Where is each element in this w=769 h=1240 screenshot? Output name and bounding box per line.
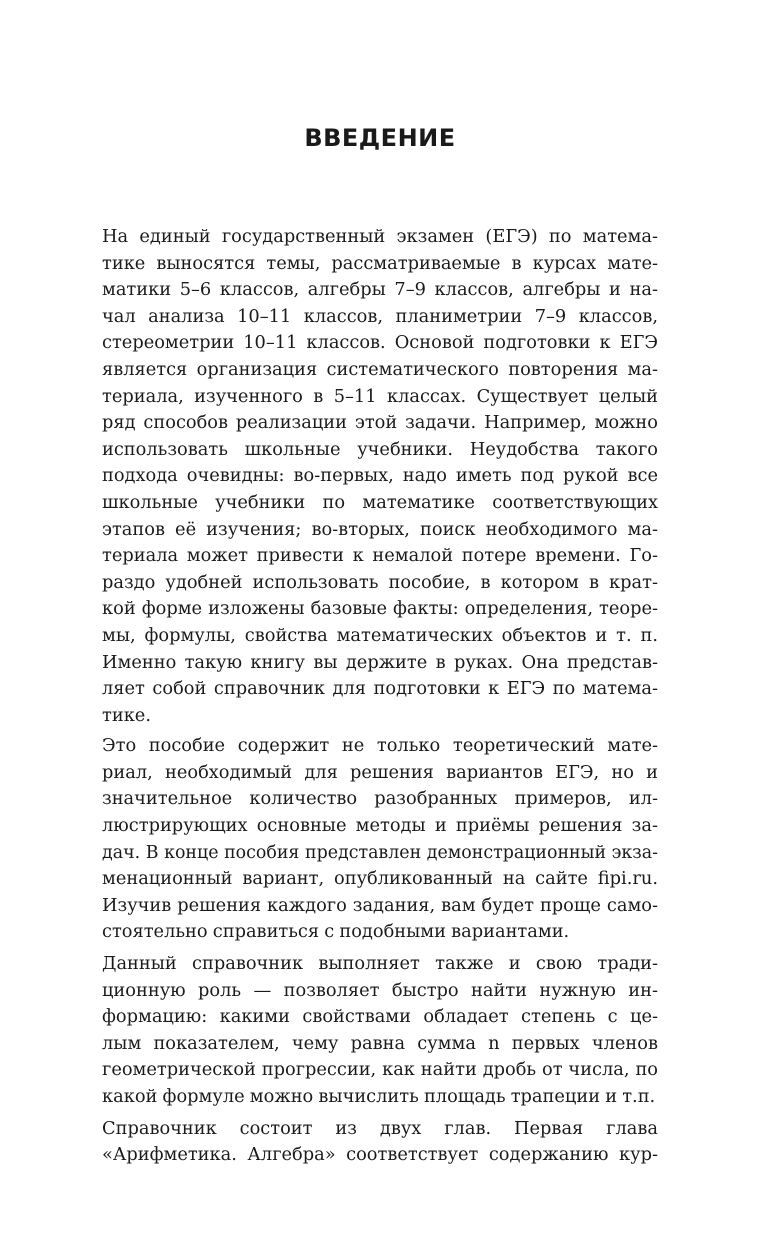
text-line: чал анализа 10–11 классов, планиметрии 7–9 классов, xyxy=(102,305,658,327)
text-line: ряд способов реализации этой задачи. Например, можно xyxy=(102,412,658,434)
text-line: «Арифметика. Алгебра» соответствует содержанию кур- xyxy=(102,1144,658,1166)
text-line: Справочник состоит из двух глав. Первая глава xyxy=(102,1117,658,1139)
text-line: лым показателем, чему равна сумма n первых членов xyxy=(102,1032,658,1054)
page-body xyxy=(102,112,658,1174)
text-line: этапов её изучения; во-вторых, поиск необходимого ма- xyxy=(102,518,658,540)
text-line: дач. В конце пособия представлен демонстрационный экза- xyxy=(102,842,658,863)
text-line: формацию: какими свойствами обладает степень с це- xyxy=(102,1006,658,1028)
text-line: использовать школьные учебники. Неудобства такого xyxy=(102,438,658,460)
page-title: ВВЕДЕНИЕ xyxy=(304,124,456,152)
text-line: мы, формулы, свойства математических объектов и т. п. xyxy=(102,624,658,646)
text-line: люстрирующих основные методы и приёмы решения за- xyxy=(102,815,658,837)
text-line: териала может привести к немалой потере времени. Го- xyxy=(102,545,658,567)
text-line: кой форме изложены базовые факты: определения, теоре- xyxy=(102,598,658,620)
text-line: На единый государственный экзамен (ЕГЭ) по матема- xyxy=(102,226,658,247)
paragraph-1 xyxy=(102,224,658,729)
text-line: значительное количество разобранных примеров, ил- xyxy=(102,788,658,810)
paragraph-4 xyxy=(102,1116,658,1169)
text-line: тике. xyxy=(102,704,151,726)
text-line: тике выносятся темы, рассматриваемые в курсах мате- xyxy=(102,252,658,274)
paragraph-3 xyxy=(102,951,658,1111)
text-line: матики 5–6 классов, алгебры 7–9 классов, алгебры и на- xyxy=(102,279,658,301)
text-line: Это пособие содержит не только теоретический мате- xyxy=(102,735,658,757)
text-line: Данный справочник выполняет также и свою тради- xyxy=(102,953,658,975)
text-line: териала, изученного в 5–11 классах. Существует целый xyxy=(102,385,658,407)
text-line: риал, необходимый для решения вариантов ЕГЭ, но и xyxy=(102,761,658,783)
text-line: является организация систематического повторения ма- xyxy=(102,358,658,380)
text-line: какой формуле можно вычислить площадь трапеции и т.п. xyxy=(102,1086,656,1107)
text-line: Изучив решения каждого задания, вам будет проще само- xyxy=(102,894,658,916)
text-line: ционную роль — позволяет быстро найти нужную ин- xyxy=(102,979,658,1001)
text-line: стоятельно справиться с подобными вариантами. xyxy=(102,921,570,943)
text-line: Именно такую книгу вы держите в руках. Она представ- xyxy=(102,651,658,673)
text-line: раздо удобней использовать пособие, в котором в крат- xyxy=(102,571,658,593)
text-line: менационный вариант, опубликованный на сайте fipi.ru. xyxy=(102,868,658,890)
paragraph-2 xyxy=(102,733,658,946)
text-line: стереометрии 10–11 классов. Основой подготовки к ЕГЭ xyxy=(102,332,658,354)
text-line: подхода очевидны: во-первых, надо иметь под рукой все xyxy=(102,465,658,487)
text-line: геометрической прогрессии, как найти дробь от числа, по xyxy=(102,1059,658,1081)
text-line: школьные учебники по математике соответствующих xyxy=(102,491,658,513)
text-line: ляет собой справочник для подготовки к ЕГЭ по матема- xyxy=(102,678,658,700)
